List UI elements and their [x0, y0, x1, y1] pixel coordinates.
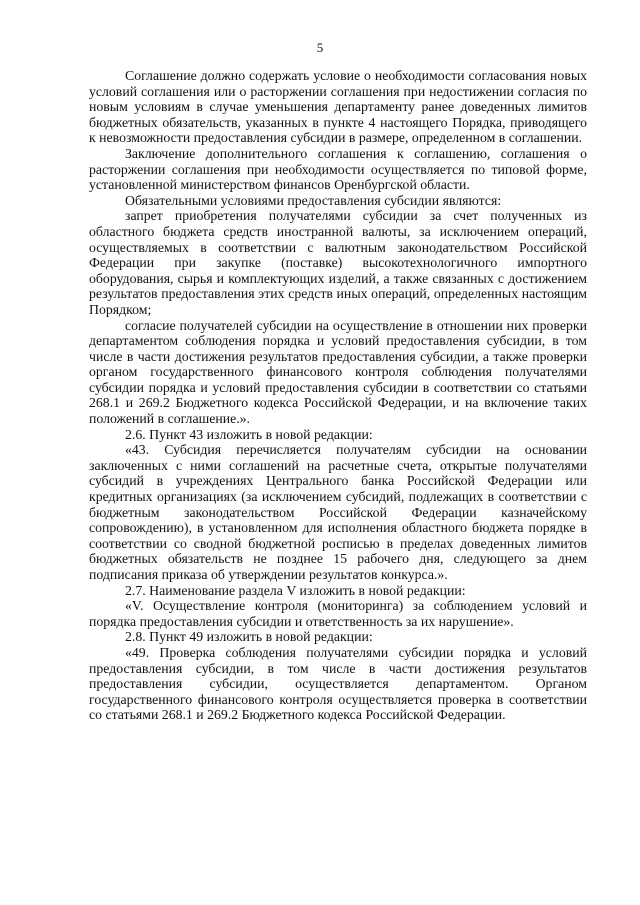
paragraph-agreement-conditions: Соглашение должно содержать условие о необходимости согласования новых условий соглашения или о расторжении соглашения при недостижении согласия по новым условиям в случае уменьшения департаменту ранее доведенных лимитов бюджетных обязательств, указанных в пункте 4 настоящего Порядка, приводящего к невозможности предоставления субсидии в размере, определенном в соглашении.	[89, 68, 587, 146]
paragraph-additional-agreement: Заключение дополнительного соглашения к соглашению, соглашения о расторжении соглашения при необходимости осуществляется по типовой форме, установленной министерством финансов Оренбургской области.	[89, 145, 587, 193]
paragraph-point-43: «43. Субсидия перечисляется получателям субсидии на основании заключенных с ними соглашений на расчетные счета, открытые получателями субсидий в учреждениях Центрального банка Российской Федерации или кредитных организациях (за исключением субсидий, подлежащих в соответствии с бюджетным законодательством Российской Федерации казначейскому сопровождению), в установленном для исполнения областного бюджета порядке в соответствии со сводной бюджетной росписью в пределах доведенных лимитов бюджетных обязательств не позднее 15 рабочего дня, следующего за днем подписания приказа об утверждении результатов конкурса.».	[89, 442, 587, 582]
paragraph-currency-ban: запрет приобретения получателями субсидии за счет полученных из областного бюджета средств иностранной валюты, за исключением операций, осуществляемых в соответствии с валютным законодательством Российской Федерации при закупке (поставке) высокотехнологичного импортного оборудования, сырья и комплектующих изделий, а также связанных с достижением результатов предоставления этих средств иных операций, определенных настоящим Порядком;	[89, 208, 587, 317]
paragraph-mandatory-conditions: Обязательными условиями предоставления субсидии являются:	[125, 192, 502, 208]
document-body	[89, 68, 587, 723]
paragraph-section-v-title: «V. Осуществление контроля (мониторинга) за соблюдением условий и порядка предоставления субсидии и ответственность за их нарушение».	[89, 598, 587, 629]
paragraph-item-2-7: 2.7. Наименование раздела V изложить в новой редакции:	[125, 582, 466, 598]
paragraph-item-2-8: 2.8. Пункт 49 изложить в новой редакции:	[125, 629, 373, 645]
paragraph-item-2-6: 2.6. Пункт 43 изложить в новой редакции:	[125, 426, 373, 442]
paragraph-inspection-consent: согласие получателей субсидии на осуществление в отношении них проверки департаментом соблюдения порядка и условий предоставления субсидии, в том числе в части достижения результатов предоставления субсидии, а также проверки органом государственного финансового контроля соблюдения получателями субсидии порядка и условий предоставления субсидии в соответствии со статьями 268.1 и 269.2 Бюджетного кодекса Российской Федерации, и на включение таких положений в соглашение.».	[89, 317, 587, 427]
paragraph-point-49: «49. Проверка соблюдения получателями субсидии порядка и условий предоставления субсидии, в том числе в части достижения результатов предоставления субсидии, осуществляется департаментом. Органом государственного финансового контроля осуществляется проверка в соответствии со статьями 268.1 и 269.2 Бюджетного кодекса Российской Федерации.	[89, 644, 587, 723]
page-number: 5	[316, 40, 324, 55]
